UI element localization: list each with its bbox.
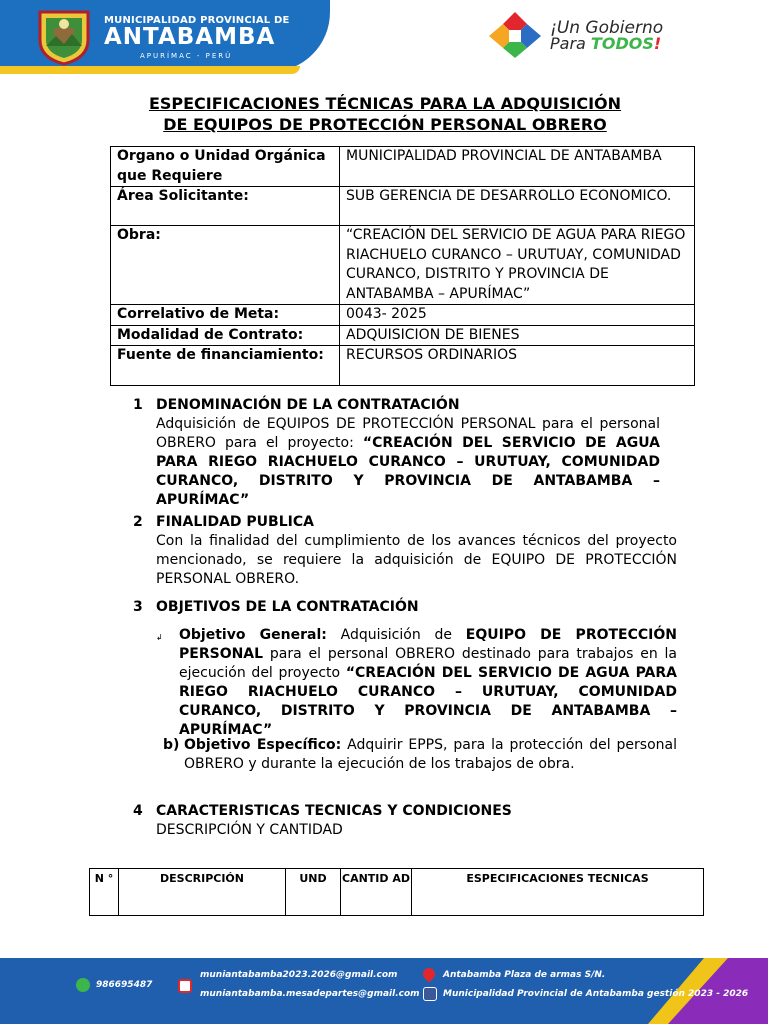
section-body: Con la finalidad del cumplimiento de los avances técnicos del proyecto mencionado, se requiere la adquisición de EQUIPO DE PROTECCIÓN PERSONAL OBRERO.	[156, 533, 677, 587]
info-value: 0043- 2025	[340, 305, 695, 326]
section-heading: OBJETIVOS DE LA CONTRATACIÓN	[156, 599, 419, 615]
objective-text-bold: EQUIPO DE PROTECCIÓN PERSONAL	[179, 627, 677, 662]
list-marker: b)	[163, 737, 180, 753]
slogan-line1: ¡Un Gobierno	[550, 18, 664, 38]
whatsapp-icon	[76, 978, 90, 992]
footer-email-1: muniantabamba2023.2026@gmail.com	[200, 970, 398, 980]
info-key: Correlativo de Meta:	[111, 305, 340, 326]
info-row	[111, 187, 695, 226]
info-value: RECURSOS ORDINARIOS	[340, 346, 695, 386]
page-footer	[0, 958, 768, 1024]
footer-phone: 986695487	[96, 980, 153, 990]
info-key: Fuente de financiamiento:	[111, 346, 340, 386]
objective-specific-text	[184, 736, 677, 774]
section-heading: DENOMINACIÓN DE LA CONTRATACIÓN	[156, 397, 460, 413]
table-header-row	[90, 869, 704, 916]
page-header	[0, 0, 768, 80]
section-number: 3	[133, 599, 143, 615]
footer-facebook: Municipalidad Provincial de Antabamba gestión 2023 - 2026	[443, 989, 749, 999]
org-name-big: ANTABAMBA	[104, 24, 276, 50]
facebook-icon	[423, 987, 437, 1001]
section-text-bold: “CREACIÓN DEL SERVICIO DE AGUA PARA RIEGO RIACHUELO CURANCO – URUTUAY, COMUNIDAD CURANCO, DISTRITO Y PROVINCIA DE ANTABAMBA – APURÍMAC”	[156, 435, 660, 508]
info-key: Organo o Unidad Orgánica que Requiere	[111, 147, 340, 187]
info-value: “CREACIÓN DEL SERVICIO DE AGUA PARA RIEGO RIACHUELO CURANCO – URUTUAY, COMUNIDAD CURANCO, DISTRITO Y PROVINCIA DE ANTABAMBA – APURÍMAC”	[340, 226, 695, 305]
header-accent-stripe	[0, 66, 300, 74]
section-body	[156, 415, 660, 510]
section-1	[133, 396, 660, 510]
objective-general	[156, 626, 677, 740]
section-number: 2	[133, 514, 143, 530]
bullet-arrow-icon: ↲	[156, 633, 163, 642]
objective-text: para el personal OBRERO destinado para trabajos en la ejecución del proyecto	[179, 646, 677, 681]
slogan-exclamation: !	[653, 34, 662, 53]
municipal-shield-icon	[34, 6, 94, 66]
slogan-line2	[550, 34, 661, 53]
objective-specific	[163, 736, 677, 774]
info-value: MUNICIPALIDAD PROVINCIAL DE ANTABAMBA	[340, 147, 695, 187]
info-key: Área Solicitante:	[111, 187, 340, 226]
info-row	[111, 325, 695, 346]
info-row	[111, 305, 695, 326]
info-key: Obra:	[111, 226, 340, 305]
footer-email-2: muniantabamba.mesadepartes@gmail.com	[200, 989, 420, 999]
government-logo-icon	[487, 10, 543, 60]
org-location: APURÍMAC - PERÚ	[140, 52, 233, 60]
title-line-2: DE EQUIPOS DE PROTECCIÓN PERSONAL OBRERO	[163, 115, 607, 134]
section-2	[133, 513, 677, 589]
title-line-1: ESPECIFICACIONES TÉCNICAS PARA LA ADQUISICIÓN	[148, 94, 622, 113]
table-header-cell: ESPECIFICACIONES TECNICAS	[412, 869, 704, 916]
section-number: 4	[133, 803, 143, 819]
mail-icon	[178, 979, 192, 993]
info-value: SUB GERENCIA DE DESARROLLO ECONOMICO.	[340, 187, 695, 226]
section-heading: FINALIDAD PUBLICA	[156, 514, 314, 530]
org-name-small: MUNICIPALIDAD PROVINCIAL DE	[104, 15, 290, 26]
info-row	[111, 346, 695, 386]
section-heading: CARACTERISTICAS TECNICAS Y CONDICIONES	[156, 803, 512, 819]
info-value: ADQUISICION DE BIENES	[340, 325, 695, 346]
section-number: 1	[133, 397, 143, 413]
project-info-table	[110, 146, 695, 386]
info-key: Modalidad de Contrato:	[111, 325, 340, 346]
info-row	[111, 226, 695, 305]
slogan-para: Para	[550, 34, 591, 53]
items-table	[89, 868, 704, 916]
section-subheading: DESCRIPCIÓN Y CANTIDAD	[156, 822, 343, 838]
section-text: Adquisición de EQUIPOS DE PROTECCIÓN PERSONAL para el personal OBRERO para el proyecto:	[156, 416, 660, 451]
location-pin-icon	[421, 966, 438, 983]
table-header-cell: UND	[286, 869, 341, 916]
objective-text: Adquisición de	[326, 627, 466, 643]
slogan-todos: TODOS	[590, 34, 654, 53]
section-3	[133, 598, 678, 617]
objective-text-bold: “CREACIÓN DEL SERVICIO DE AGUA PARA RIEGO RIACHUELO CURANCO – URUTUAY, COMUNIDAD CURANCO, DISTRITO Y PROVINCIA DE ANTABAMBA – APURÍMAC”	[179, 665, 677, 738]
objective-text: Adquirir EPPS, para la protección del personal OBRERO y durante la ejecución de los trabajos de obra.	[184, 737, 677, 772]
objective-general-text	[179, 626, 677, 740]
table-header-cell: N °	[90, 869, 119, 916]
objective-specific-label: Objetivo Específico:	[184, 737, 342, 753]
info-row	[111, 147, 695, 187]
document-title	[100, 93, 670, 135]
table-header-cell: CANTID AD	[341, 869, 412, 916]
table-header-cell: DESCRIPCIÓN	[119, 869, 286, 916]
footer-address: Antabamba Plaza de armas S/N.	[443, 970, 606, 980]
objective-general-label: Objetivo General:	[179, 627, 327, 643]
section-4	[133, 802, 678, 840]
